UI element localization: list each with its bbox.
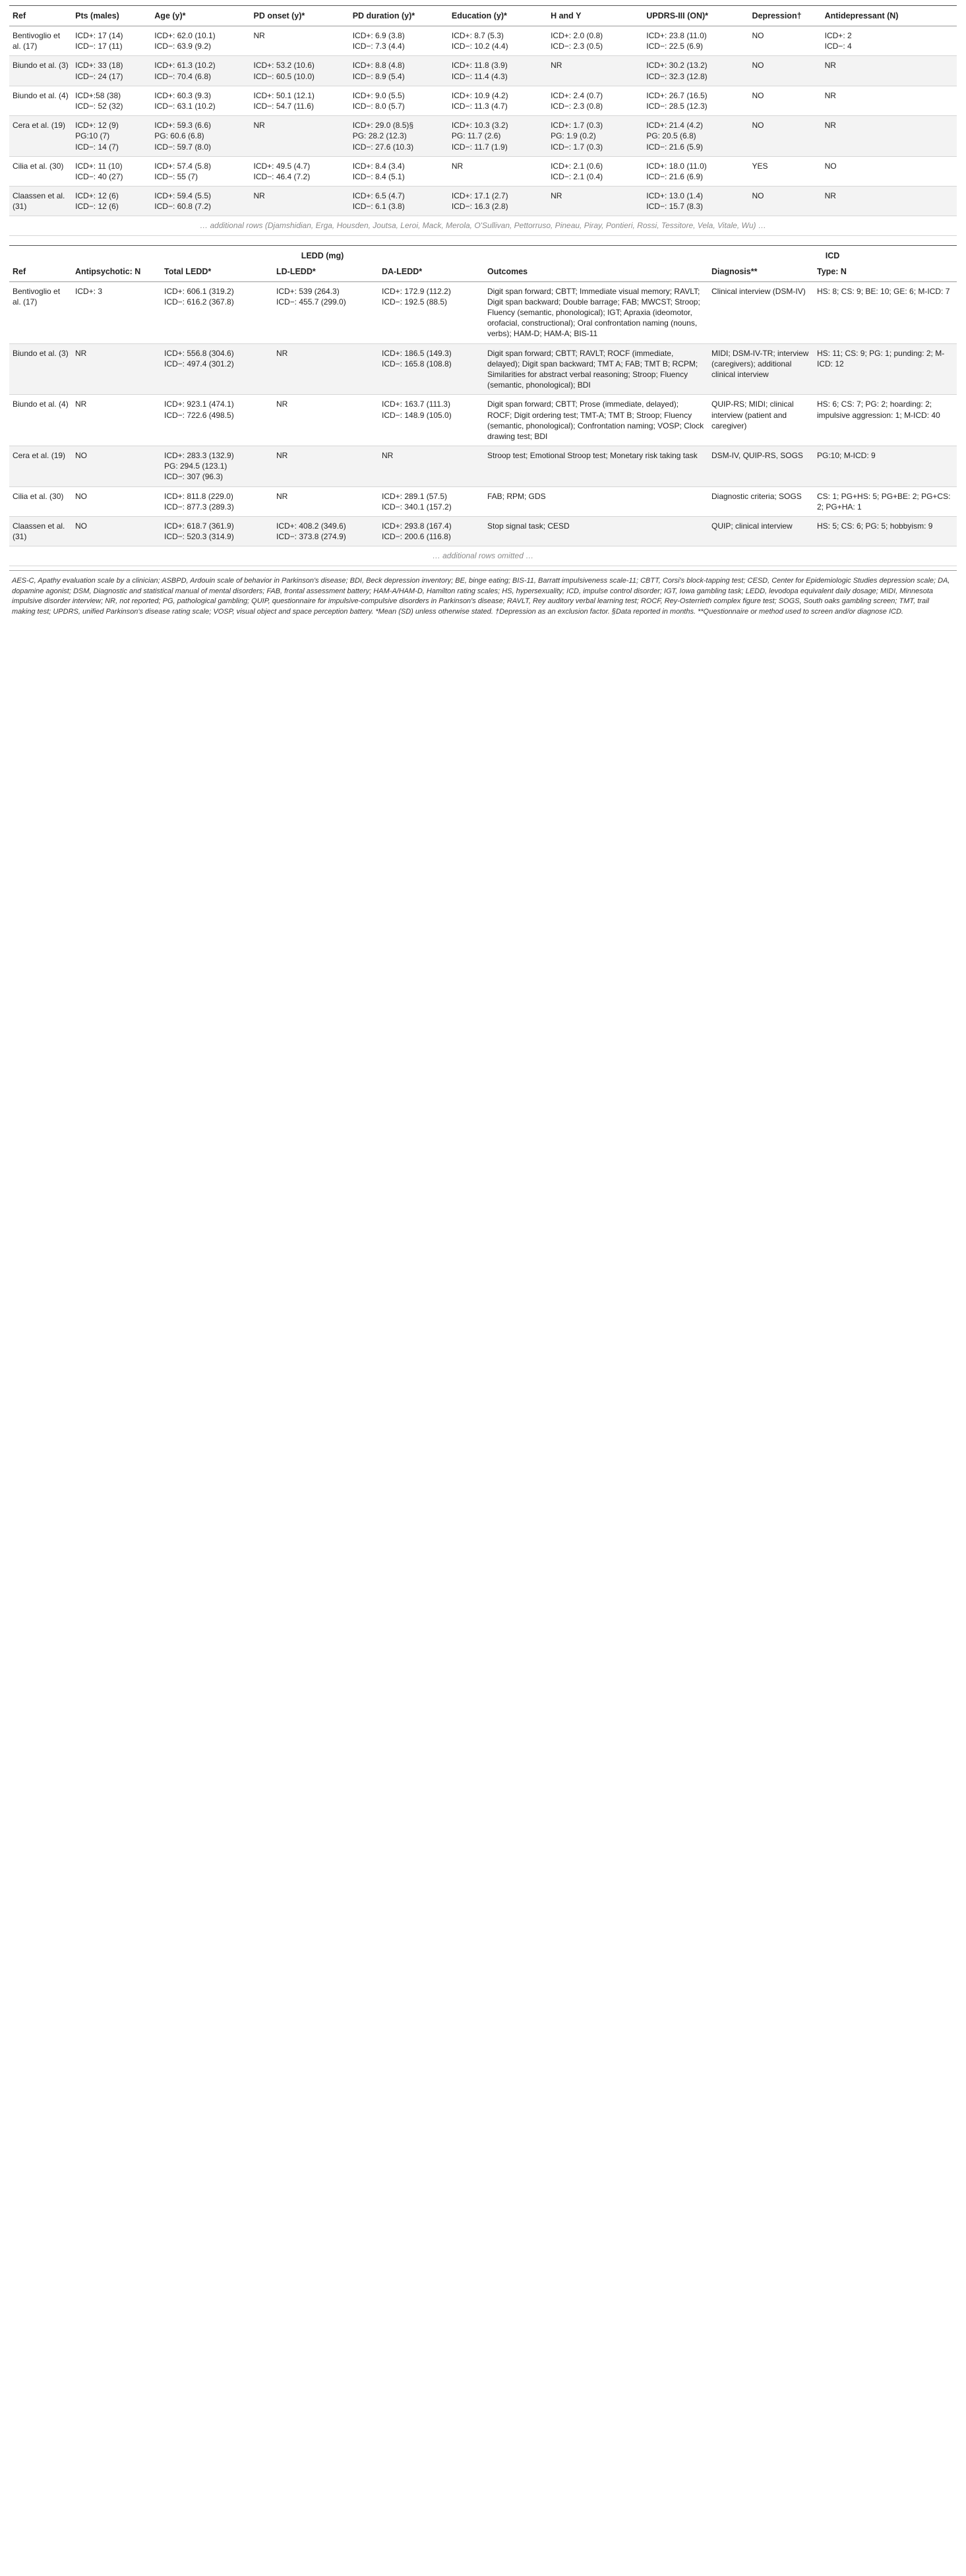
table-cell: HS: 6; CS: 7; PG: 2; hoarding: 2; impulsive aggression: 1; M-ICD: 40 <box>814 395 957 446</box>
table-cell: YES <box>749 156 822 186</box>
table-cell: ICD+: 17 (14) ICD−: 17 (11) <box>72 26 151 56</box>
table-cell: Cilia et al. (30) <box>9 486 72 516</box>
table-cell: Stop signal task; CESD <box>484 517 708 546</box>
table-cell: ICD+: 30.2 (13.2) ICD−: 32.3 (12.8) <box>643 56 748 86</box>
table-cell: ICD+: 289.1 (57.5) ICD−: 340.1 (157.2) <box>378 486 484 516</box>
table-footnote: AES-C, Apathy evaluation scale by a clinician; ASBPD, Ardouin scale of behavior in Parkinson's disease; BDI, Beck depression inventory; BE, binge eating; BIS-11, Barratt impulsiveness scale-11; CBTT, Corsi's block-tapping test; CESD, Center for Epidemiologic Studies depression scale; DA, dopamine agonist; DSM, Diagnostic and statistical manual of mental disorders; FAB, frontal assessment battery; HAM-A/HAM-D, Hamilton rating scales; HS, hypersexuality; ICD, impulse control disorder; IGT, Iowa gambling task; LEDD, levodopa equivalent daily dosage; MIDI, Minnesota impulsive disorder interview; NR, not reported; PG, pathological gambling; QUIP, questionnaire for impulsive-compulsive disorders in Parkinson's disease; RAVLT, Rey auditory verbal learning test; ROCF, Rey-Osterrieth complex figure test; SOGS, South oaks gambling screen; TMT, trail making test; UPDRS, unified Parkinson's disease rating scale; VOSP, visual object and space perception battery. *Mean (SD) unless otherwise stated. †Depression as an exclusion factor. §Data reported in months. **Questionnaire or method used to screen and/or diagnose ICD. <box>9 570 957 624</box>
table-cell: Clinical interview (DSM-IV) <box>708 281 814 343</box>
table-cell: ICD+: 33 (18) ICD−: 24 (17) <box>72 56 151 86</box>
table-cell: Diagnostic criteria; SOGS <box>708 486 814 516</box>
table-cell: NR <box>273 486 378 516</box>
table-cell: ICD+: 408.2 (349.6) ICD−: 373.8 (274.9) <box>273 517 378 546</box>
table-row <box>9 187 957 216</box>
table-cell: Stroop test; Emotional Stroop test; Monetary risk taking task <box>484 446 708 487</box>
table-cell: ICD+: 283.3 (132.9) PG: 294.5 (123.1) ICD−: 307 (96.3) <box>161 446 273 487</box>
table-cell: NR <box>822 187 957 216</box>
table-cell: Cilia et al. (30) <box>9 156 72 186</box>
table-cell: ICD+: 1.7 (0.3) PG: 1.9 (0.2) ICD−: 1.7 (0.3) <box>547 116 643 157</box>
column-header: Age (y)* <box>151 6 250 26</box>
table-cell: ICD+: 163.7 (111.3) ICD−: 148.9 (105.0) <box>378 395 484 446</box>
table-cell: ICD+: 8.7 (5.3) ICD−: 10.2 (4.4) <box>448 26 547 56</box>
column-header: Pts (males) <box>72 6 151 26</box>
table-cell: ICD+: 2.4 (0.7) ICD−: 2.3 (0.8) <box>547 86 643 115</box>
column-header: Outcomes <box>484 262 708 282</box>
table-cell: ICD+:58 (38) ICD−: 52 (32) <box>72 86 151 115</box>
table-cell: ICD+: 811.8 (229.0) ICD−: 877.3 (289.3) <box>161 486 273 516</box>
table-cell: Digit span forward; CBTT; RAVLT; ROCF (immediate, delayed); Digit span backward; TMT A; FAB; TMT B; RCPM; Similarities for abstract verbal reasoning; Stroop; Fluency (semantic, phonological); BDI <box>484 343 708 395</box>
table-cell: ICD+: 53.2 (10.6) ICD−: 60.5 (10.0) <box>250 56 349 86</box>
table-row <box>9 486 957 516</box>
column-header: H and Y <box>547 6 643 26</box>
omitted-rows-note <box>9 216 957 235</box>
column-header: Diagnosis** <box>708 262 814 282</box>
ledd-group-header: LEDD (mg) <box>301 250 344 260</box>
table-row <box>9 343 957 395</box>
table-row <box>9 446 957 487</box>
table-group-header-row <box>9 245 957 262</box>
column-header: Total LEDD* <box>161 262 273 282</box>
omitted-rows-text: … additional rows omitted … <box>9 546 957 566</box>
column-header: Antipsychotic: N <box>72 262 161 282</box>
table-cell: CS: 1; PG+HS: 5; PG+BE: 2; PG+CS: 2; PG+HA: 1 <box>814 486 957 516</box>
table-cell: ICD+: 49.5 (4.7) ICD−: 46.4 (7.2) <box>250 156 349 186</box>
column-header: Ref <box>9 6 72 26</box>
table-cell: ICD+: 556.8 (304.6) ICD−: 497.4 (301.2) <box>161 343 273 395</box>
table-cell: NR <box>547 56 643 86</box>
table-row <box>9 517 957 546</box>
table-cell: Claassen et al. (31) <box>9 517 72 546</box>
table-cell: Biundo et al. (4) <box>9 86 72 115</box>
table-cell: PG:10; M-ICD: 9 <box>814 446 957 487</box>
table-cell: ICD+: 50.1 (12.1) ICD−: 54.7 (11.6) <box>250 86 349 115</box>
table-cell: NR <box>822 116 957 157</box>
table-header-row <box>9 6 957 26</box>
table-cell: ICD+: 172.9 (112.2) ICD−: 192.5 (88.5) <box>378 281 484 343</box>
table-cell: NO <box>822 156 957 186</box>
table-treatment-outcomes <box>9 245 957 566</box>
table-row <box>9 116 957 157</box>
table-cell: ICD+: 2.0 (0.8) ICD−: 2.3 (0.5) <box>547 26 643 56</box>
table-cell: NR <box>273 395 378 446</box>
table-cell: ICD+: 11.8 (3.9) ICD−: 11.4 (4.3) <box>448 56 547 86</box>
table-cell: ICD+: 29.0 (8.5)§ PG: 28.2 (12.3) ICD−: 27.6 (10.3) <box>349 116 448 157</box>
icd-group-header: ICD <box>825 250 840 260</box>
table-cell: ICD+: 11 (10) ICD−: 40 (27) <box>72 156 151 186</box>
table-cell: ICD+: 61.3 (10.2) ICD−: 70.4 (6.8) <box>151 56 250 86</box>
table-cell: ICD+: 8.8 (4.8) ICD−: 8.9 (5.4) <box>349 56 448 86</box>
table-cell: NO <box>749 26 822 56</box>
table-cell: FAB; RPM; GDS <box>484 486 708 516</box>
table-cell: ICD+: 60.3 (9.3) ICD−: 63.1 (10.2) <box>151 86 250 115</box>
table-cell: HS: 5; CS: 6; PG: 5; hobbyism: 9 <box>814 517 957 546</box>
table-cell: ICD+: 12 (9) PG:10 (7) ICD−: 14 (7) <box>72 116 151 157</box>
table-cell: NR <box>822 56 957 86</box>
omitted-rows-note <box>9 546 957 566</box>
table-cell: ICD+: 2.1 (0.6) ICD−: 2.1 (0.4) <box>547 156 643 186</box>
table-cell: ICD+: 9.0 (5.5) ICD−: 8.0 (5.7) <box>349 86 448 115</box>
column-header: Education (y)* <box>448 6 547 26</box>
table-cell: NO <box>749 86 822 115</box>
table-cell: Biundo et al. (3) <box>9 56 72 86</box>
table-cell: ICD+: 59.4 (5.5) ICD−: 60.8 (7.2) <box>151 187 250 216</box>
table-cell: NO <box>72 446 161 487</box>
column-header: Type: N <box>814 262 957 282</box>
table-cell: ICD+: 3 <box>72 281 161 343</box>
omitted-rows-text: … additional rows (Djamshidian, Erga, Housden, Joutsa, Leroi, Mack, Merola, O'Sullivan, Pettorruso, Pineau, Piray, Pontieri, Rossi, Tessitore, Vela, Vitale, Wu) … <box>9 216 957 235</box>
table-row <box>9 56 957 86</box>
table-row <box>9 281 957 343</box>
table-cell: ICD+: 13.0 (1.4) ICD−: 15.7 (8.3) <box>643 187 748 216</box>
table-cell: ICD+: 10.9 (4.2) ICD−: 11.3 (4.7) <box>448 86 547 115</box>
table-row <box>9 26 957 56</box>
column-header: Depression† <box>749 6 822 26</box>
table-cell: Cera et al. (19) <box>9 446 72 487</box>
table-cell: Cera et al. (19) <box>9 116 72 157</box>
table-cell: ICD+: 618.7 (361.9) ICD−: 520.3 (314.9) <box>161 517 273 546</box>
table-cell: NR <box>822 86 957 115</box>
table-cell: QUIP; clinical interview <box>708 517 814 546</box>
table-cell: NO <box>72 486 161 516</box>
table-cell: NR <box>250 116 349 157</box>
table-cell: Digit span forward; CBTT; Immediate visual memory; RAVLT; Digit span backward; Double barrage; FAB; MWCST; Stroop; Fluency (semantic, phonological); IGT; Apraxia (ideomotor, orofacial, constructional); Oral confrontation naming (nouns, verbs); HAM-D; HAM-A; BIS-11 <box>484 281 708 343</box>
table-cell: NR <box>72 395 161 446</box>
table-row <box>9 156 957 186</box>
table-cell: Biundo et al. (4) <box>9 395 72 446</box>
column-header: Antidepressant (N) <box>822 6 957 26</box>
table-cell: ICD+: 2 ICD−: 4 <box>822 26 957 56</box>
table-cell: HS: 11; CS: 9; PG: 1; punding: 2; M-ICD: 12 <box>814 343 957 395</box>
table-cell: NO <box>72 517 161 546</box>
column-header: PD onset (y)* <box>250 6 349 26</box>
table-cell: NO <box>749 116 822 157</box>
table-demographics <box>9 5 957 236</box>
table-cell: ICD+: 17.1 (2.7) ICD−: 16.3 (2.8) <box>448 187 547 216</box>
table-cell: ICD+: 12 (6) ICD−: 12 (6) <box>72 187 151 216</box>
table-cell: NR <box>72 343 161 395</box>
column-header: Ref <box>9 262 72 282</box>
table-cell: Bentivoglio et al. (17) <box>9 26 72 56</box>
table-cell: MIDI; DSM-IV-TR; interview (caregivers); additional clinical interview <box>708 343 814 395</box>
table-cell: NR <box>273 446 378 487</box>
table-cell: ICD+: 186.5 (149.3) ICD−: 165.8 (108.8) <box>378 343 484 395</box>
table-cell: ICD+: 293.8 (167.4) ICD−: 200.6 (116.8) <box>378 517 484 546</box>
table-cell: ICD+: 59.3 (6.6) PG: 60.6 (6.8) ICD−: 59.7 (8.0) <box>151 116 250 157</box>
table-cell: NR <box>250 187 349 216</box>
table-cell: NR <box>547 187 643 216</box>
table-cell: Biundo et al. (3) <box>9 343 72 395</box>
column-header: LD-LEDD* <box>273 262 378 282</box>
table-cell: ICD+: 923.1 (474.1) ICD−: 722.6 (498.5) <box>161 395 273 446</box>
table-cell: ICD+: 539 (264.3) ICD−: 455.7 (299.0) <box>273 281 378 343</box>
table-cell: NR <box>378 446 484 487</box>
study-characteristics-page <box>0 0 966 628</box>
table-row <box>9 395 957 446</box>
table-cell: ICD+: 6.5 (4.7) ICD−: 6.1 (3.8) <box>349 187 448 216</box>
table-cell: NR <box>250 26 349 56</box>
table-cell: Digit span forward; CBTT; Prose (immediate, delayed); ROCF; Digit ordering test; TMT-A; TMT B; Stroop; Fluency (semantic, phonological); Confrontation naming; VOSP; Clock drawing test; BDI <box>484 395 708 446</box>
table-header-row <box>9 262 957 282</box>
table-cell: ICD+: 10.3 (3.2) PG: 11.7 (2.6) ICD−: 11.7 (1.9) <box>448 116 547 157</box>
table-cell: ICD+: 57.4 (5.8) ICD−: 55 (7) <box>151 156 250 186</box>
column-header: UPDRS-III (ON)* <box>643 6 748 26</box>
table-cell: DSM-IV, QUIP-RS, SOGS <box>708 446 814 487</box>
table-cell: ICD+: 18.0 (11.0) ICD−: 21.6 (6.9) <box>643 156 748 186</box>
table-cell: NR <box>448 156 547 186</box>
table-cell: ICD+: 23.8 (11.0) ICD−: 22.5 (6.9) <box>643 26 748 56</box>
table-cell: ICD+: 21.4 (4.2) PG: 20.5 (6.8) ICD−: 21.6 (5.9) <box>643 116 748 157</box>
table-cell: HS: 8; CS: 9; BE: 10; GE: 6; M-ICD: 7 <box>814 281 957 343</box>
table-cell: Bentivoglio et al. (17) <box>9 281 72 343</box>
table-cell: ICD+: 8.4 (3.4) ICD−: 8.4 (5.1) <box>349 156 448 186</box>
column-header: DA-LEDD* <box>378 262 484 282</box>
table-cell: ICD+: 6.9 (3.8) ICD−: 7.3 (4.4) <box>349 26 448 56</box>
table-cell: ICD+: 62.0 (10.1) ICD−: 63.9 (9.2) <box>151 26 250 56</box>
table-cell: NO <box>749 187 822 216</box>
table-cell: NR <box>273 343 378 395</box>
table-cell: QUIP-RS; MIDI; clinical interview (patient and caregiver) <box>708 395 814 446</box>
table-cell: ICD+: 26.7 (16.5) ICD−: 28.5 (12.3) <box>643 86 748 115</box>
table-cell: Claassen et al. (31) <box>9 187 72 216</box>
table-cell: NO <box>749 56 822 86</box>
column-header: PD duration (y)* <box>349 6 448 26</box>
table-cell: ICD+: 606.1 (319.2) ICD−: 616.2 (367.8) <box>161 281 273 343</box>
table-row <box>9 86 957 115</box>
